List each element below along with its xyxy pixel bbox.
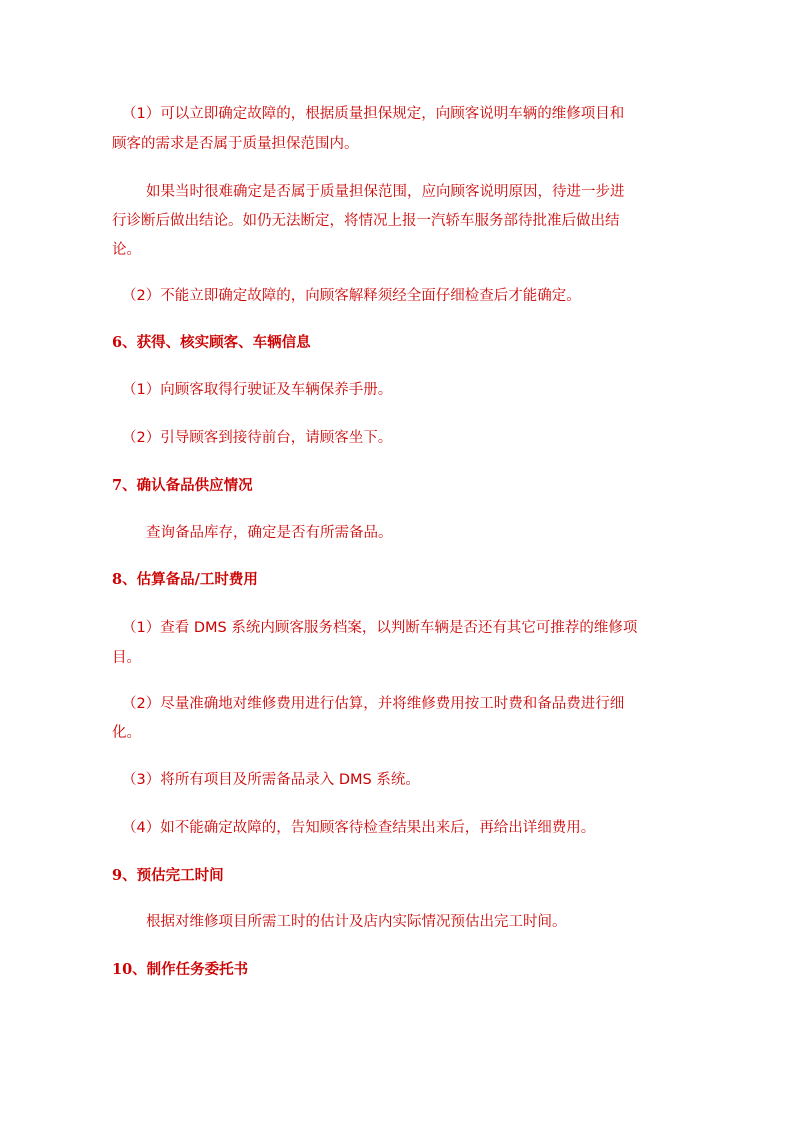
section-8-item-1-line-1: （1）查看 DMS 系统内顾客服务档案，以判断车辆是否还有其它可推荐的维修项: [122, 620, 638, 636]
paragraph-3-line-1: （2）不能立即确定故障的，向顾客解释须经全面仔细检查后才能确定。: [122, 288, 581, 304]
section-heading-6: 6、获得、核实顾客、车辆信息: [112, 334, 311, 351]
section-7-text: 查询备品库存，确定是否有所需备品。: [146, 525, 393, 541]
section-8-item-4: （4）如不能确定故障的，告知顾客待检查结果出来后，再给出详细费用。: [122, 820, 596, 836]
section-heading-10: 10、制作任务委托书: [112, 961, 249, 978]
paragraph-1-line-1: （1）可以立即确定故障的，根据质量担保规定，向顾客说明车辆的维修项目和: [122, 106, 625, 122]
section-8-item-3: （3）将所有项目及所需备品录入 DMS 系统。: [122, 772, 420, 788]
section-9-text: 根据对维修项目所需工时的估计及店内实际情况预估出完工时间。: [146, 914, 567, 930]
section-heading-8: 8、估算备品/工时费用: [112, 571, 258, 588]
section-6-item-1: （1）向顾客取得行驶证及车辆保养手册。: [122, 382, 393, 398]
section-8-item-1-line-2: 目。: [112, 650, 141, 666]
paragraph-2-line-3: 论。: [112, 242, 141, 258]
paragraph-1-line-2: 顾客的需求是否属于质量担保范围内。: [112, 136, 359, 152]
section-heading-7: 7、确认备品供应情况: [112, 477, 253, 494]
section-8-item-2-line-2: 化。: [112, 725, 141, 741]
paragraph-2-line-2: 行诊断后做出结论。如仍无法断定，将情况上报一汽轿车服务部待批准后做出结: [112, 213, 620, 229]
section-6-item-2: （2）引导顾客到接待前台，请顾客坐下。: [122, 430, 393, 446]
section-8-item-2-line-1: （2）尽量准确地对维修费用进行估算，并将维修费用按工时费和备品费进行细: [122, 696, 625, 712]
paragraph-2-line-1: 如果当时很难确定是否属于质量担保范围，应向顾客说明原因，待进一步进: [146, 184, 625, 200]
section-heading-9: 9、预估完工时间: [112, 867, 224, 884]
